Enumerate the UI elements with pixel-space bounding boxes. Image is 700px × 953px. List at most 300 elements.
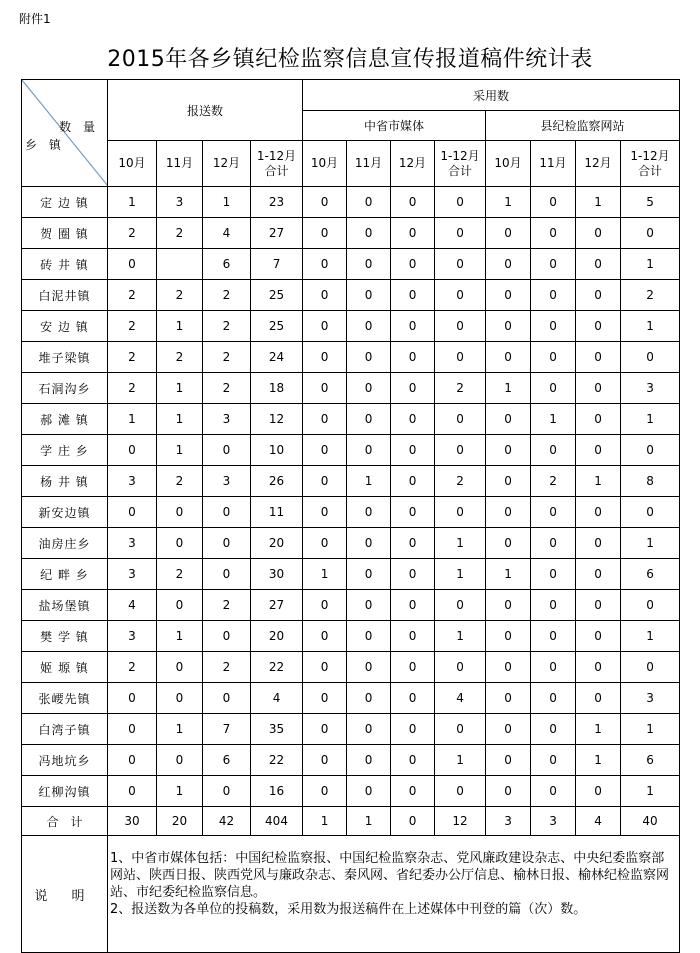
value-cell: 6 — [203, 249, 251, 280]
value-cell: 0 — [435, 714, 486, 745]
value-cell: 27 — [251, 590, 303, 621]
value-cell: 0 — [621, 590, 680, 621]
value-cell: 0 — [435, 187, 486, 218]
value-cell: 0 — [486, 466, 531, 497]
value-cell: 0 — [576, 497, 621, 528]
value-cell: 0 — [531, 342, 576, 373]
value-cell: 0 — [303, 590, 347, 621]
value-cell: 0 — [157, 497, 203, 528]
value-cell: 0 — [576, 683, 621, 714]
year-total-header: 1-12月 合计 — [251, 141, 303, 187]
value-cell: 0 — [303, 714, 347, 745]
value-cell: 0 — [108, 776, 157, 807]
value-cell: 1 — [157, 621, 203, 652]
value-cell: 0 — [576, 311, 621, 342]
value-cell: 0 — [435, 652, 486, 683]
value-cell: 0 — [347, 404, 391, 435]
value-cell: 4 — [435, 683, 486, 714]
town-name-cell: 白湾子镇 — [22, 714, 108, 745]
value-cell: 0 — [347, 373, 391, 404]
table-row — [22, 187, 680, 218]
attachment-label: 附件1 — [19, 12, 51, 26]
value-cell: 2 — [157, 559, 203, 590]
town-name-cell: 堆子梁镇 — [22, 342, 108, 373]
value-cell: 1 — [203, 187, 251, 218]
value-cell: 0 — [576, 528, 621, 559]
table-row — [22, 528, 680, 559]
value-cell: 10 — [251, 435, 303, 466]
value-cell: 1 — [621, 528, 680, 559]
value-cell: 0 — [108, 497, 157, 528]
value-cell: 8 — [621, 466, 680, 497]
value-cell: 0 — [303, 776, 347, 807]
value-cell: 0 — [391, 280, 435, 311]
value-cell: 0 — [347, 683, 391, 714]
value-cell: 0 — [391, 745, 435, 776]
total-label: 合 计 — [22, 807, 108, 836]
value-cell: 0 — [435, 280, 486, 311]
value-cell: 1 — [157, 776, 203, 807]
value-cell — [157, 249, 203, 280]
value-cell: 1 — [435, 621, 486, 652]
table-row — [22, 559, 680, 590]
value-cell: 0 — [391, 497, 435, 528]
value-cell: 0 — [303, 745, 347, 776]
table-row — [22, 776, 680, 807]
table-row — [22, 683, 680, 714]
total-cell: 4 — [576, 807, 621, 836]
value-cell: 1 — [157, 373, 203, 404]
notes-text — [108, 836, 680, 953]
value-cell: 3 — [203, 404, 251, 435]
value-cell: 0 — [531, 745, 576, 776]
total-cell: 1 — [347, 807, 391, 836]
value-cell: 0 — [203, 683, 251, 714]
town-name-cell: 郝 滩 镇 — [22, 404, 108, 435]
value-cell: 0 — [157, 590, 203, 621]
value-cell: 0 — [531, 528, 576, 559]
value-cell: 0 — [486, 776, 531, 807]
value-cell: 0 — [157, 652, 203, 683]
value-cell: 2 — [157, 466, 203, 497]
town-name-cell: 石洞沟乡 — [22, 373, 108, 404]
value-cell: 2 — [108, 652, 157, 683]
table-row — [22, 466, 680, 497]
value-cell: 2 — [621, 280, 680, 311]
value-cell: 3 — [108, 466, 157, 497]
value-cell: 2 — [108, 311, 157, 342]
value-cell: 22 — [251, 745, 303, 776]
value-cell: 0 — [531, 187, 576, 218]
value-cell: 0 — [303, 342, 347, 373]
value-cell: 0 — [391, 528, 435, 559]
value-cell: 2 — [108, 373, 157, 404]
value-cell: 0 — [203, 621, 251, 652]
value-cell: 2 — [531, 466, 576, 497]
town-name-cell: 冯地坑乡 — [22, 745, 108, 776]
value-cell: 0 — [486, 280, 531, 311]
value-cell: 2 — [108, 342, 157, 373]
value-cell: 0 — [576, 435, 621, 466]
value-cell: 1 — [531, 404, 576, 435]
value-cell: 0 — [108, 714, 157, 745]
value-cell: 3 — [108, 559, 157, 590]
value-cell: 2 — [203, 373, 251, 404]
value-cell: 0 — [486, 528, 531, 559]
value-cell: 1 — [621, 311, 680, 342]
value-cell: 2 — [157, 280, 203, 311]
value-cell: 0 — [486, 249, 531, 280]
town-name-cell: 盐场堡镇 — [22, 590, 108, 621]
value-cell: 2 — [203, 280, 251, 311]
value-cell: 0 — [157, 528, 203, 559]
total-cell: 42 — [203, 807, 251, 836]
value-cell: 1 — [108, 404, 157, 435]
value-cell: 0 — [347, 280, 391, 311]
table-row — [22, 373, 680, 404]
town-name-cell: 纪 畔 乡 — [22, 559, 108, 590]
value-cell: 0 — [486, 218, 531, 249]
statistics-table — [21, 79, 680, 953]
value-cell: 0 — [576, 218, 621, 249]
value-cell: 4 — [251, 683, 303, 714]
value-cell: 25 — [251, 311, 303, 342]
value-cell: 0 — [486, 714, 531, 745]
value-cell: 1 — [435, 528, 486, 559]
value-cell: 0 — [303, 683, 347, 714]
value-cell: 18 — [251, 373, 303, 404]
value-cell: 2 — [435, 466, 486, 497]
town-name-cell: 张崾先镇 — [22, 683, 108, 714]
value-cell: 0 — [303, 187, 347, 218]
value-cell: 2 — [108, 280, 157, 311]
value-cell: 3 — [203, 466, 251, 497]
value-cell: 0 — [391, 621, 435, 652]
value-cell: 1 — [576, 714, 621, 745]
value-cell: 0 — [303, 249, 347, 280]
value-cell: 0 — [531, 714, 576, 745]
value-cell: 0 — [347, 497, 391, 528]
month-header: 11月 — [157, 141, 203, 187]
notes-row — [22, 836, 680, 953]
value-cell: 3 — [108, 528, 157, 559]
value-cell: 5 — [621, 187, 680, 218]
value-cell: 0 — [347, 745, 391, 776]
value-cell: 0 — [303, 466, 347, 497]
value-cell: 0 — [391, 559, 435, 590]
value-cell: 0 — [303, 280, 347, 311]
month-header: 11月 — [347, 141, 391, 187]
value-cell: 0 — [435, 404, 486, 435]
value-cell: 0 — [435, 497, 486, 528]
value-cell: 6 — [621, 745, 680, 776]
total-cell: 30 — [108, 807, 157, 836]
value-cell: 1 — [303, 559, 347, 590]
total-cell: 1 — [303, 807, 347, 836]
value-cell: 0 — [391, 218, 435, 249]
value-cell: 2 — [203, 652, 251, 683]
total-cell: 0 — [391, 807, 435, 836]
value-cell: 1 — [435, 559, 486, 590]
value-cell: 1 — [157, 714, 203, 745]
value-cell: 1 — [157, 311, 203, 342]
value-cell: 0 — [435, 435, 486, 466]
value-cell: 1 — [621, 621, 680, 652]
table-row — [22, 280, 680, 311]
value-cell: 35 — [251, 714, 303, 745]
value-cell: 0 — [203, 528, 251, 559]
value-cell: 1 — [576, 187, 621, 218]
value-cell: 0 — [108, 249, 157, 280]
table-row — [22, 497, 680, 528]
value-cell: 0 — [621, 435, 680, 466]
value-cell: 0 — [486, 590, 531, 621]
value-cell: 0 — [391, 342, 435, 373]
value-cell: 1 — [157, 435, 203, 466]
note-line-2: 2、报送数为各单位的投稿数，采用数为报送稿件在上述媒体中刊登的篇（次）数。 — [110, 902, 587, 917]
value-cell: 0 — [347, 311, 391, 342]
value-cell: 0 — [531, 280, 576, 311]
value-cell: 11 — [251, 497, 303, 528]
town-name-cell: 砖 井 镇 — [22, 249, 108, 280]
corner-header-cell — [22, 80, 108, 187]
notes-label: 说 明 — [22, 836, 108, 953]
value-cell: 22 — [251, 652, 303, 683]
value-cell: 0 — [391, 590, 435, 621]
value-cell: 0 — [576, 342, 621, 373]
value-cell: 0 — [391, 373, 435, 404]
value-cell: 0 — [435, 218, 486, 249]
value-cell: 26 — [251, 466, 303, 497]
note-line-1: 1、中省市媒体包括：中国纪检监察报、中国纪检监察杂志、党风廉政建设杂志、中央纪委监察部网站、陕西日报、陕西党风与廉政杂志、秦风网、省纪委办公厅信息、榆林日报、榆林纪检监察网站、市纪委纪检监察信息。 — [110, 851, 670, 900]
value-cell: 0 — [435, 590, 486, 621]
value-cell: 12 — [251, 404, 303, 435]
town-name-cell: 定 边 镇 — [22, 187, 108, 218]
value-cell: 0 — [347, 714, 391, 745]
value-cell: 1 — [621, 404, 680, 435]
value-cell: 27 — [251, 218, 303, 249]
value-cell: 0 — [391, 714, 435, 745]
total-row — [22, 807, 680, 836]
table-row — [22, 714, 680, 745]
value-cell: 0 — [486, 435, 531, 466]
value-cell: 0 — [108, 435, 157, 466]
value-cell: 2 — [203, 311, 251, 342]
value-cell: 0 — [621, 342, 680, 373]
value-cell: 0 — [347, 528, 391, 559]
value-cell: 0 — [531, 683, 576, 714]
value-cell: 25 — [251, 280, 303, 311]
value-cell: 20 — [251, 528, 303, 559]
value-cell: 0 — [531, 373, 576, 404]
value-cell: 3 — [157, 187, 203, 218]
value-cell: 0 — [435, 249, 486, 280]
table-row — [22, 745, 680, 776]
table-row — [22, 404, 680, 435]
value-cell: 0 — [203, 435, 251, 466]
media-header: 中省市媒体 — [303, 111, 486, 141]
total-cell: 404 — [251, 807, 303, 836]
value-cell: 0 — [347, 559, 391, 590]
value-cell: 0 — [435, 776, 486, 807]
value-cell: 16 — [251, 776, 303, 807]
value-cell: 1 — [621, 776, 680, 807]
table-row — [22, 249, 680, 280]
value-cell: 0 — [203, 559, 251, 590]
town-name-cell: 安 边 镇 — [22, 311, 108, 342]
month-header: 10月 — [486, 141, 531, 187]
value-cell: 0 — [303, 404, 347, 435]
value-cell: 0 — [347, 776, 391, 807]
month-header: 12月 — [576, 141, 621, 187]
value-cell: 0 — [486, 683, 531, 714]
value-cell: 1 — [347, 466, 391, 497]
value-cell: 0 — [576, 280, 621, 311]
value-cell: 1 — [576, 466, 621, 497]
value-cell: 1 — [486, 373, 531, 404]
value-cell: 0 — [303, 528, 347, 559]
adopted-header: 采用数 — [303, 80, 680, 111]
value-cell: 4 — [203, 218, 251, 249]
table-row — [22, 218, 680, 249]
value-cell: 0 — [303, 218, 347, 249]
town-name-cell: 学 庄 乡 — [22, 435, 108, 466]
value-cell: 0 — [303, 311, 347, 342]
total-cell: 3 — [486, 807, 531, 836]
value-cell: 0 — [576, 776, 621, 807]
value-cell: 0 — [347, 187, 391, 218]
value-cell: 0 — [303, 497, 347, 528]
value-cell: 0 — [486, 621, 531, 652]
value-cell: 2 — [203, 342, 251, 373]
table-row — [22, 311, 680, 342]
month-header: 12月 — [391, 141, 435, 187]
value-cell: 0 — [391, 249, 435, 280]
value-cell: 0 — [486, 342, 531, 373]
value-cell: 0 — [157, 745, 203, 776]
value-cell: 0 — [486, 404, 531, 435]
month-header-row — [22, 141, 680, 187]
table-row — [22, 621, 680, 652]
value-cell: 2 — [157, 218, 203, 249]
value-cell: 1 — [157, 404, 203, 435]
value-cell: 7 — [203, 714, 251, 745]
value-cell: 7 — [251, 249, 303, 280]
page-title: 2015年各乡镇纪检监察信息宣传报道稿件统计表 — [107, 47, 593, 72]
value-cell: 0 — [531, 590, 576, 621]
value-cell: 0 — [391, 652, 435, 683]
value-cell: 0 — [108, 683, 157, 714]
year-total-header: 1-12月 合计 — [435, 141, 486, 187]
value-cell: 6 — [203, 745, 251, 776]
town-name-cell: 杨 井 镇 — [22, 466, 108, 497]
table-row — [22, 652, 680, 683]
value-cell: 1 — [621, 249, 680, 280]
value-cell: 4 — [108, 590, 157, 621]
town-name-cell: 白泥井镇 — [22, 280, 108, 311]
value-cell: 0 — [621, 218, 680, 249]
value-cell: 0 — [391, 187, 435, 218]
value-cell: 3 — [621, 683, 680, 714]
value-cell: 1 — [621, 714, 680, 745]
value-cell: 0 — [347, 342, 391, 373]
value-cell: 0 — [531, 559, 576, 590]
value-cell: 0 — [486, 652, 531, 683]
value-cell: 0 — [391, 776, 435, 807]
county-website-header: 县纪检监察网站 — [486, 111, 680, 141]
value-cell: 0 — [347, 435, 391, 466]
value-cell: 0 — [531, 652, 576, 683]
value-cell: 6 — [621, 559, 680, 590]
value-cell: 1 — [486, 187, 531, 218]
town-name-cell: 红柳沟镇 — [22, 776, 108, 807]
value-cell: 1 — [486, 559, 531, 590]
table-row — [22, 342, 680, 373]
value-cell: 0 — [531, 497, 576, 528]
total-cell: 40 — [621, 807, 680, 836]
table-header — [22, 80, 680, 187]
value-cell: 0 — [486, 497, 531, 528]
table-row — [22, 435, 680, 466]
corner-town-label: 乡 镇 — [25, 138, 65, 152]
value-cell: 0 — [157, 683, 203, 714]
value-cell: 0 — [621, 497, 680, 528]
value-cell: 0 — [531, 776, 576, 807]
town-name-cell: 油房庄乡 — [22, 528, 108, 559]
town-name-cell: 贺 圈 镇 — [22, 218, 108, 249]
value-cell: 0 — [576, 373, 621, 404]
town-name-cell: 新安边镇 — [22, 497, 108, 528]
total-cell: 12 — [435, 807, 486, 836]
value-cell: 0 — [486, 745, 531, 776]
value-cell: 0 — [347, 590, 391, 621]
value-cell: 0 — [391, 435, 435, 466]
value-cell: 0 — [576, 249, 621, 280]
value-cell: 0 — [531, 249, 576, 280]
value-cell: 0 — [531, 311, 576, 342]
value-cell: 0 — [391, 311, 435, 342]
value-cell: 0 — [391, 683, 435, 714]
value-cell: 0 — [303, 621, 347, 652]
value-cell: 24 — [251, 342, 303, 373]
value-cell: 0 — [576, 404, 621, 435]
value-cell: 0 — [531, 218, 576, 249]
value-cell: 0 — [347, 621, 391, 652]
table-row — [22, 590, 680, 621]
total-cell: 20 — [157, 807, 203, 836]
year-total-header: 1-12月 合计 — [621, 141, 680, 187]
value-cell: 0 — [576, 621, 621, 652]
value-cell: 0 — [576, 590, 621, 621]
month-header: 11月 — [531, 141, 576, 187]
town-name-cell: 樊 学 镇 — [22, 621, 108, 652]
value-cell: 2 — [435, 373, 486, 404]
value-cell: 0 — [576, 652, 621, 683]
value-cell: 0 — [576, 559, 621, 590]
reported-header: 报送数 — [108, 80, 303, 141]
value-cell: 30 — [251, 559, 303, 590]
value-cell: 0 — [435, 342, 486, 373]
month-header: 12月 — [203, 141, 251, 187]
value-cell: 0 — [303, 435, 347, 466]
value-cell: 1 — [108, 187, 157, 218]
value-cell: 23 — [251, 187, 303, 218]
value-cell: 0 — [531, 621, 576, 652]
town-name-cell: 姬 塬 镇 — [22, 652, 108, 683]
value-cell: 0 — [347, 652, 391, 683]
value-cell: 1 — [435, 745, 486, 776]
table-body — [22, 187, 680, 807]
